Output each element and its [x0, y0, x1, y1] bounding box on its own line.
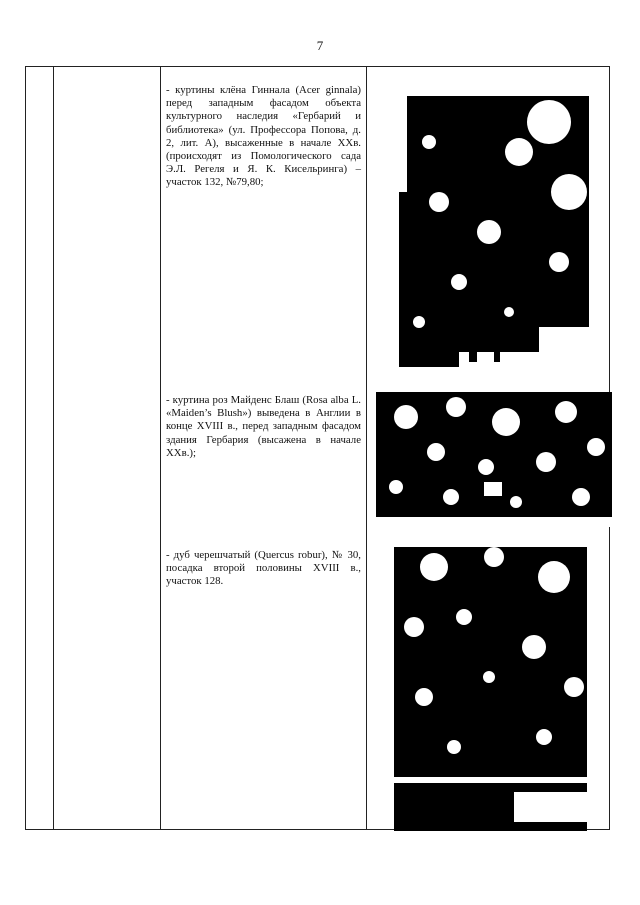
photo-rosa-alba — [376, 392, 612, 527]
entry-text-rosa: - куртина роз Майденс Блаш (Rosa alba L. «Maiden’s Blush») выведена в Англии в конце XVIII в., перед западным фасадом здания Гербария (высажена в начале XXв.); — [166, 394, 361, 459]
entry-text-quercus: - дуб черешчатый (Quercus robur), № 30, посадка второй половины XVIII в., участок 128. — [166, 549, 361, 588]
page-number: 7 — [316, 38, 324, 53]
column-divider — [160, 67, 161, 829]
entry-text-acer: - куртины клёна Гиннала (Acer ginnala) перед западным фасадом объекта культурного наследия «Гербарий и библиотека» (ул. Профессора Попова, д. 2, лит. А), высаженные в начале XXв. (происходят из Помологического сада Э.Л. Регеля и Я. К. Кисельринга) – участок 132, №79,80; — [166, 84, 361, 189]
column-divider — [366, 67, 367, 829]
heritage-table — [25, 66, 610, 830]
photo-quercus-robur — [394, 537, 587, 831]
photo-acer-ginnala — [399, 82, 589, 367]
column-divider — [53, 67, 54, 829]
